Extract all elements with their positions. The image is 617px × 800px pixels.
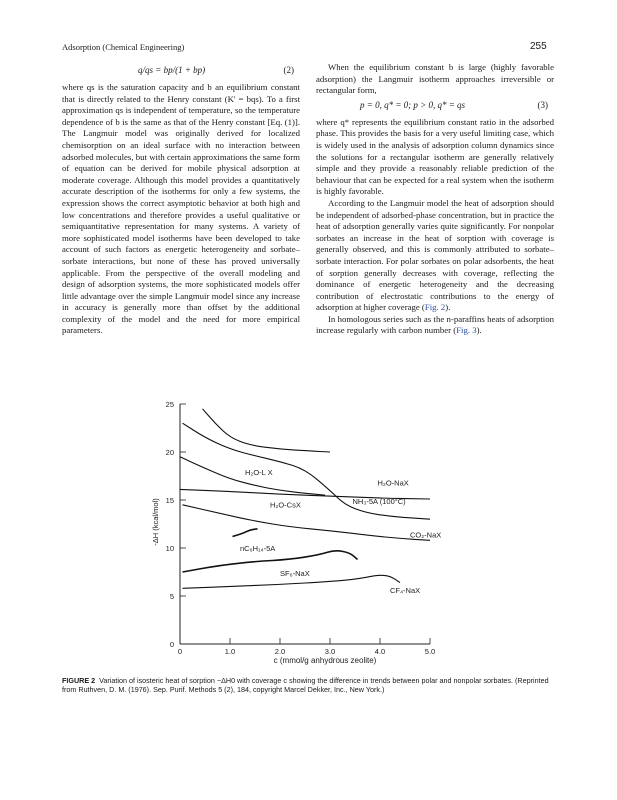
label-h2o-l-x: H₂O-L X <box>245 468 273 478</box>
heat-of-adsorption-end: ). <box>445 302 451 313</box>
equation-3 <box>316 98 554 115</box>
figure-2 <box>150 396 450 666</box>
homologous-series-paragraph <box>316 314 554 337</box>
y-tick-label: 20 <box>165 448 174 457</box>
figure-caption <box>62 676 552 695</box>
label-h2o-csx: H₂O-CsX <box>270 500 301 510</box>
label-cf4-nax: CF₄-NaX <box>390 586 421 596</box>
curve-sf6-nax <box>183 551 358 572</box>
rectangular-isotherm-paragraph: When the equilibrium constant b is large (highly favorable adsorption) the Langmuir isotherm approaches irreversible or rectangular form, <box>316 62 554 96</box>
caption-label: FIGURE 2 <box>62 676 96 685</box>
heat-of-sorption-chart <box>150 396 450 666</box>
homologous-series-text: In homologous series such as the n-paraffins heats of adsorption increase regularly with carbon number ( <box>316 313 554 336</box>
x-tick-label: 3.0 <box>324 647 336 656</box>
equation-2-expression: q/qs = bp/(1 + bp) <box>138 65 206 75</box>
homologous-series-end: ). <box>476 325 482 336</box>
heat-of-adsorption-paragraph <box>316 198 554 314</box>
page-number: 255 <box>530 41 547 52</box>
y-axis-label: -ΔH (kcal/mol) <box>151 498 160 546</box>
right-column <box>316 62 554 337</box>
y-tick-label: 15 <box>165 496 174 505</box>
label-nc6h14-5a: nC₆H₁₄-5A <box>240 543 276 553</box>
equation-2-number: (2) <box>283 65 294 75</box>
curve-co2-nax <box>183 505 431 541</box>
y-tick-label: 25 <box>165 400 174 409</box>
x-tick-label: 4.0 <box>374 647 386 656</box>
chart-axes <box>180 404 430 644</box>
x-tick-label: 5.0 <box>424 647 436 656</box>
label-h2o-nax: H₂O-NaX <box>377 478 409 488</box>
curve-nc6h14-5a <box>233 529 258 537</box>
y-tick-label: 0 <box>169 640 174 649</box>
caption-text: Variation of isosteric heat of sorption −ΔH0 with coverage c showing the difference in trends between polar and nonpolar sorbates. (Reprinted from Ruthven, D. M. (1976). Sep. Purif. Methods 5 (2), 184, copyright Marcel Dekker, Inc., New York.) <box>62 676 549 695</box>
equation-2 <box>62 63 300 80</box>
x-tick-label: 0 <box>177 647 183 656</box>
label-nh3-5a-100-c: NH₃-5A (100°C) <box>352 496 406 506</box>
running-title: Adsorption (Chemical Engineering) <box>62 42 185 52</box>
fig-2-link[interactable]: Fig. 2 <box>424 302 446 313</box>
x-tick-label: 2.0 <box>274 647 286 656</box>
heat-of-adsorption-text: According to the Langmuir model the heat of adsorption should be independent of adsorbed-phase concentration, but in practice the heat of adsorption generally varies quite significantly. For nonpolar sorbates an increase in the heat of sorption with coverage is generally observed, and this is commonly attributed to sorbate–sorbate interaction. For polar sorbates on polar adsorbents, the heat of sorption generally decreases with coverage, reflecting the dominance of energetic heterogeneity and the decreasing contribution of electrostatic contributions to the energy of adsorption at higher coverage ( <box>316 197 554 313</box>
y-tick-label: 5 <box>169 592 174 601</box>
label-sf6-nax: SF₆-NaX <box>280 568 310 578</box>
limiting-case-paragraph: where q* represents the equilibrium constant ratio in the adsorbed phase. This provides the basis for a very useful limiting case, which is widely used in the analysis of adsorption column dynamics since the solutions for a rectangular isotherm are generally relatively simple and they provide a reasonably reliable prediction of the behaviour that can be expected for a real system when the isotherm is highly favorable. <box>316 116 554 197</box>
left-column <box>62 62 300 337</box>
fig-3-link[interactable]: Fig. 3 <box>456 325 477 336</box>
x-tick-label: 1.0 <box>224 647 236 656</box>
label-co2-nax: CO₂-NaX <box>410 530 442 540</box>
equation-3-expression: p = 0, q* = 0; p > 0, q* = qs <box>360 99 466 110</box>
equation-3-number: (3) <box>537 99 548 110</box>
langmuir-paragraph: where qs is the saturation capacity and b an equilibrium constant that is directly related to the Henry constant (K' = bqs). To a first approximation qs is independent of temperature, so the temperature dependence of b is the same as that of the Henry constant [Eq. (1)]. The Langmuir model was originally derived for localized chemisorption on an ideal surface with no interaction between adsorbed molecules, but with certain approximations the same form of equation can be derived for mobile physical adsorption at moderate coverage. Although this model provides a quantitatively accurate description of the isotherms for only a few systems, the expression shows the correct asymptotic behavior at both high and low concentrations and therefore provides a useful qualitative or semiquantitative representation for many systems. A variety of more sophisticated model isotherms have been developed to take account of such factors as energetic heterogeneity and sorbate–sorbate interactions, but none of these has proved universally applicable. From the perspective of the overall modeling and design of adsorption systems, the more sophisticated models offer little advantage over the simple Langmuir model since any increase in accuracy is generally more than offset by the additional complexity of the model and the need for more empirical parameters. <box>62 82 300 336</box>
x-axis-label: c (mmol/g anhydrous zeolite) <box>273 656 377 665</box>
y-tick-label: 10 <box>165 544 174 553</box>
